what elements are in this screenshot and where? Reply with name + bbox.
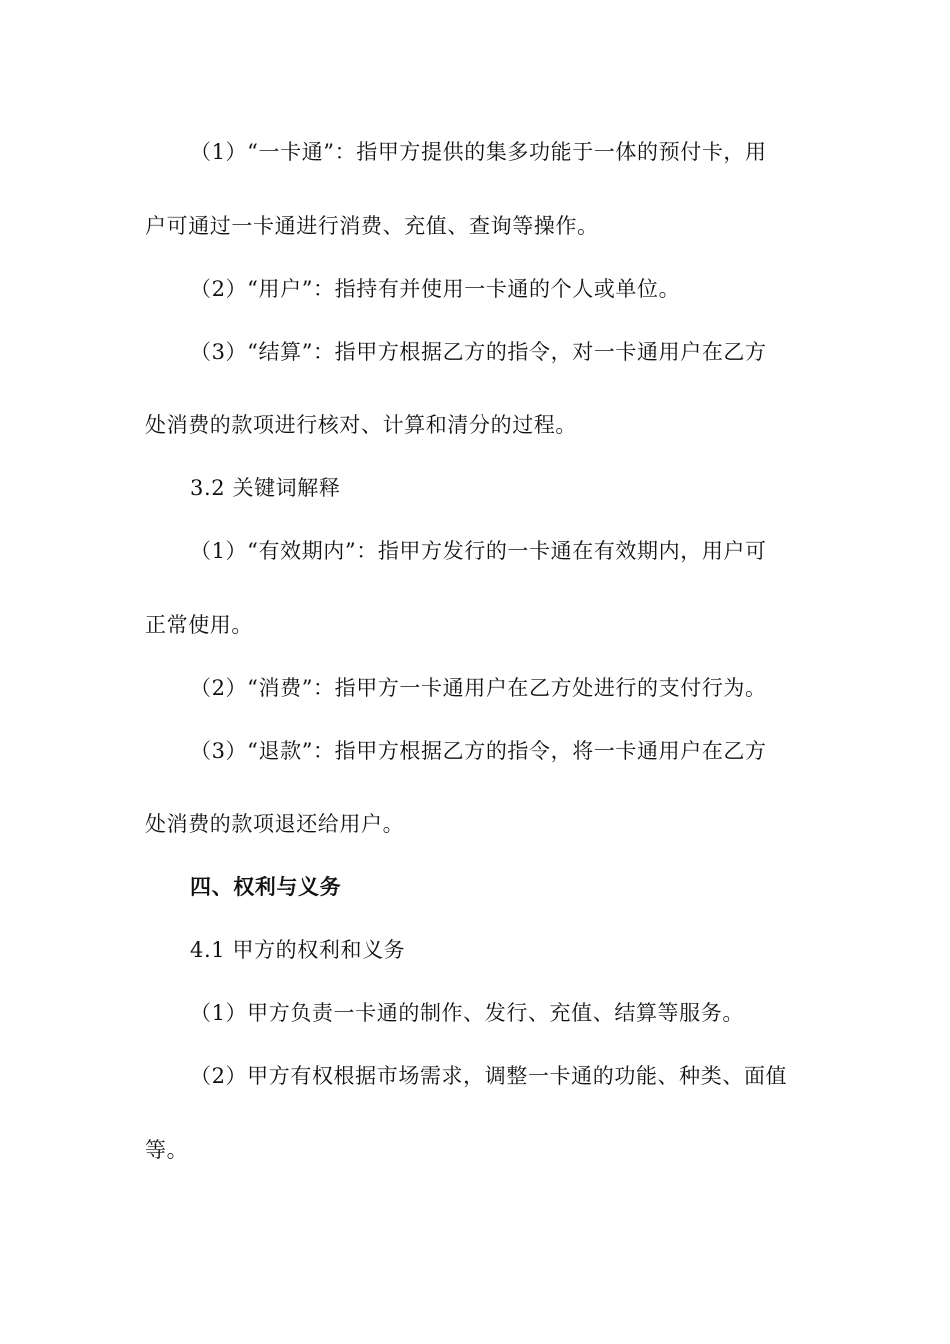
duty-1: （1）甲方负责一卡通的制作、发行、充值、结算等服务。 [190, 1001, 744, 1025]
keyword-3-line-2: 处消费的款项退还给用户。 [145, 812, 405, 836]
keyword-1-line-1: （1）“有效期内”：指甲方发行的一卡通在有效期内，用户可 [190, 539, 767, 563]
definition-3-line-2: 处消费的款项进行核对、计算和清分的过程。 [145, 413, 577, 437]
definition-2: （2）“用户”：指持有并使用一卡通的个人或单位。 [190, 277, 681, 301]
keyword-2: （2）“消费”：指甲方一卡通用户在乙方处进行的支付行为。 [190, 676, 767, 700]
section-3-2-heading: 3.2 关键词解释 [190, 476, 341, 500]
definition-1-line-2: 户可通过一卡通进行消费、充值、查询等操作。 [145, 214, 599, 238]
definition-1-line-1: （1）“一卡通”：指甲方提供的集多功能于一体的预付卡，用 [190, 140, 767, 164]
section-4-1-heading: 4.1 甲方的权利和义务 [190, 938, 406, 962]
keyword-3-line-1: （3）“退款”：指甲方根据乙方的指令，将一卡通用户在乙方 [190, 739, 767, 763]
keyword-1-line-2: 正常使用。 [145, 613, 253, 637]
section-4-heading: 四、权利与义务 [190, 874, 342, 899]
duty-2-line-1: （2）甲方有权根据市场需求，调整一卡通的功能、种类、面值 [190, 1064, 788, 1088]
duty-2-line-2: 等。 [145, 1138, 189, 1162]
definition-3-line-1: （3）“结算”：指甲方根据乙方的指令，对一卡通用户在乙方 [190, 340, 767, 364]
